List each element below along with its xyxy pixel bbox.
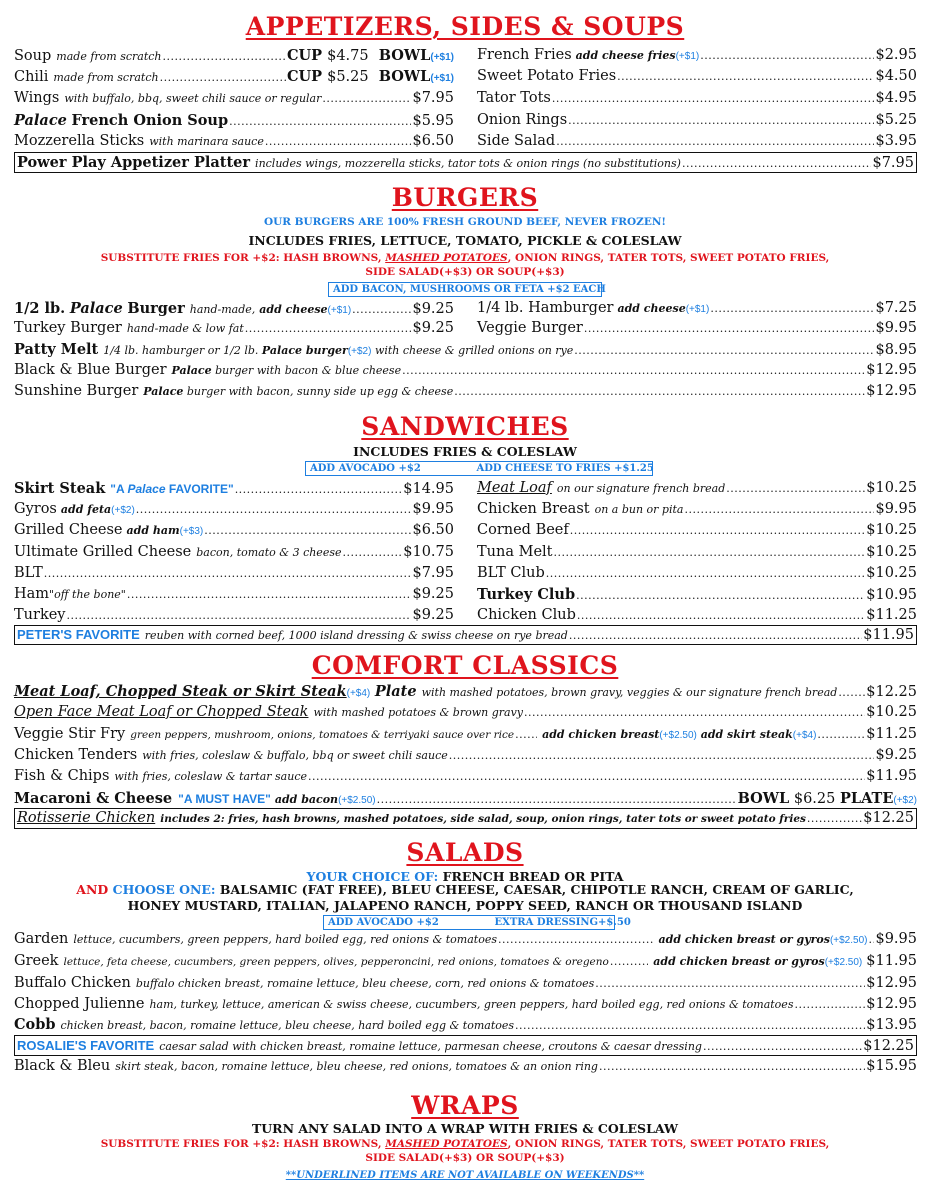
burgers-addon-box: ADD BACON, MUSHROOMS OR FETA +$2 EACH	[328, 282, 602, 297]
menu-item-black-blue-burger: Black & Blue Burger Palace burger with bacon & blue cheese ..... $12.95	[14, 360, 917, 381]
menu-item-rotisserie-chicken: Rotisserie Chicken includes 2: fries, hash browns, mashed potatoes, side salad, soup, onion rings, tater tots or sweet potato fries ..... $12.25	[14, 808, 917, 829]
menu-item-greek-salad: Greek lettuce, feta cheese, cucumbers, green peppers, olives, pepperoncini, red onions, tomatoes & oregeno ..... add chicken breast or gyros(+$2.50) $11.95	[14, 951, 917, 972]
wraps-substitute: SUBSTITUTE FRIES FOR +$2: HASH BROWNS, MASHED POTATOES, ONION RINGS, TATER TOTS, SWEET POTATO FRIES,	[100, 1138, 830, 1150]
menu-item-cobb: Cobb chicken breast, bacon, romaine lettuce, bleu cheese, hard boiled egg & tomatoes ..... $13.95	[14, 1014, 917, 1035]
menu-item-ham: Ham "off the bone" ..... $9.25	[14, 584, 454, 605]
menu-item-wings: Wings with buffalo, bbq, sweet chili sauce or regular ..... $7.95	[14, 88, 454, 109]
menu-item-blt-club: BLT Club ..... $10.25	[477, 563, 917, 584]
menu-item-french-onion-soup: Palace French Onion Soup ..... $5.95	[14, 110, 454, 131]
salads-choose-dressing: AND CHOOSE ONE: BALSAMIC (FAT FREE), BLEU CHEESE, CAESAR, CHIPOTLE RANCH, CREAM OF GARLIC,	[76, 882, 854, 897]
wraps-turn-salad: TURN ANY SALAD INTO A WRAP WITH FRIES & COLESLAW	[251, 1121, 678, 1136]
menu-item-garden-salad: Garden lettuce, cucumbers, green peppers, hard boiled egg, red onions & tomatoes ..... add chicken breast or gyros(+$2.50) ..... $9.95	[14, 929, 917, 950]
menu-item-buffalo-chicken-salad: Buffalo Chicken buffalo chicken breast, romaine lettuce, bleu cheese, corn, red onions & tomatoes ..... $12.95	[14, 973, 917, 994]
menu-item-turkey-burger: Turkey Burger hand-made & low fat ..... $9.25	[14, 318, 454, 339]
menu-item-peters-favorite: PETER'S FAVORITE reuben with corned beef, 1000 island dressing & swiss cheese on rye bread ..... $11.95	[14, 625, 917, 645]
menu-item-chopped-julienne: Chopped Julienne ham, turkey, lettuce, american & swiss cheese, cucumbers, green peppers, hard boiled egg, red onions & tomatoes ..... $12.95	[14, 994, 917, 1015]
menu-item-quarter-lb-hamburger: 1/4 lb. Hamburger add cheese(+$1) ..... $7.25	[477, 298, 917, 319]
menu-item-tuna-melt: Tuna Melt ..... $10.25	[477, 542, 917, 563]
menu-item-fish-chips: Fish & Chips with fries, coleslaw & tartar sauce ..... $11.95	[14, 766, 917, 787]
burgers-substitute: SUBSTITUTE FRIES FOR +$2: HASH BROWNS, MASHED POTATOES, ONION RINGS, TATER TOTS, SWEET POTATO FRIES,	[100, 252, 830, 264]
menu-item-chicken-breast: Chicken Breast on a bun or pita ..... $9.95	[477, 499, 917, 520]
menu-item-corned-beef: Corned Beef ..... $10.25	[477, 520, 917, 541]
menu-item-mac-cheese: Macaroni & Cheese "A MUST HAVE" add bacon(+$2.50) ..... BOWL $6.25 PLATE(+$2)	[14, 788, 917, 809]
menu-item-chicken-club: Chicken Club ..... $11.25	[477, 605, 917, 626]
menu-item-patty-melt: Patty Melt 1/4 lb. hamburger or 1/2 lb. Palace burger(+$2) with cheese & grilled onions on rye ..... $8.95	[14, 339, 917, 360]
section-title-sandwiches: SANDWICHES	[361, 412, 569, 441]
menu-item-veggie-stir-fry: Veggie Stir Fry green peppers, mushroom, onions, tomatoes & terriyaki sauce over rice ..... add chicken breast(+$2.50) add skirt steak(+$4) ..... $11.25	[14, 724, 917, 745]
menu-item-tator-tots: Tator Tots ..... $4.95	[477, 88, 917, 109]
menu-item-gyros: Gyros add feta(+$2) ..... $9.95	[14, 499, 454, 520]
section-title-salads: SALADS	[406, 838, 524, 867]
menu-item-chili: Chili made from scratch ..... CUP $5.25 BOWL(+$1)	[14, 66, 454, 87]
sandwiches-addon-box: ADD AVOCADO +$2 ADD CHEESE TO FRIES +$1.25	[305, 461, 653, 476]
section-title-comfort: COMFORT CLASSICS	[311, 651, 619, 680]
menu-item-black-bleu: Black & Bleu skirt steak, bacon, romaine lettuce, bleu cheese, red onions, tomatoes & an onion ring ..... $15.95	[14, 1056, 917, 1077]
menu-item-side-salad: Side Salad ..... $3.95	[477, 131, 917, 152]
menu-item-plate: Meat Loaf, Chopped Steak or Skirt Steak(+$4) Plate with mashed potatoes, brown gravy, veggies & our signature french bread ..... $12.25	[14, 681, 917, 702]
menu-item-mozzerella-sticks: Mozzerella Sticks with marinara sauce ..... $6.50	[14, 131, 454, 152]
menu-item-grilled-cheese: Grilled Cheese add ham(+$3) ..... $6.50	[14, 520, 454, 541]
burgers-note-fresh: OUR BURGERS ARE 100% FRESH GROUND BEEF, NEVER FROZEN!	[263, 216, 667, 228]
section-title-wraps: WRAPS	[411, 1091, 519, 1120]
menu-item-veggie-burger: Veggie Burger ..... $9.95	[477, 318, 917, 339]
menu-item-french-fries: French Fries add cheese fries(+$1) ..... $2.95	[477, 45, 917, 66]
menu-item-open-face: Open Face Meat Loaf or Chopped Steak with mashed potatoes & brown gravy ..... $10.25	[14, 702, 917, 723]
menu-item-blt: BLT ..... $7.95	[14, 563, 454, 584]
wraps-substitute-2: SIDE SALAD(+$3) OR SOUP(+$3)	[365, 1152, 565, 1164]
salads-addon-box: ADD AVOCADO +$2 EXTRA DRESSING+$.50	[323, 915, 615, 930]
menu-item-turkey-club: Turkey Club ..... $10.95	[477, 584, 917, 605]
menu-item-skirt-steak: Skirt Steak "A Palace FAVORITE" ..... $14.95	[14, 478, 454, 499]
menu-item-half-lb-burger: 1/2 lb. Palace Burger hand-made, add cheese(+$1) ..... $9.25	[14, 298, 454, 319]
menu-item-chicken-tenders: Chicken Tenders with fries, coleslaw & buffalo, bbq or sweet chili sauce ..... $9.25	[14, 745, 917, 766]
menu-item-soup: Soup made from scratch ..... CUP $4.75 BOWL(+$1)	[14, 45, 454, 66]
salads-dressings-2: HONEY MUSTARD, ITALIAN, JALAPENO RANCH, POPPY SEED, RANCH OR THOUSAND ISLAND	[127, 898, 803, 913]
burgers-substitute-2: SIDE SALAD(+$3) OR SOUP(+$3)	[365, 266, 565, 278]
sandwiches-includes: INCLUDES FRIES & COLESLAW	[353, 444, 577, 459]
section-title-burgers: BURGERS	[391, 183, 539, 212]
menu-item-rosalies-favorite: ROSALIE'S FAVORITE caesar salad with chicken breast, romaine lettuce, parmesan cheese, croutons & caesar dressing ..... $12.25	[14, 1035, 917, 1056]
weekend-note: **UNDERLINED ITEMS ARE NOT AVAILABLE ON WEEKENDS**	[285, 1170, 645, 1181]
menu-item-ultimate-grilled-cheese: Ultimate Grilled Cheese bacon, tomato & 3 cheese ..... $10.75	[14, 542, 454, 563]
menu-item-turkey: Turkey ..... $9.25	[14, 605, 454, 626]
salads-choice-bread: YOUR CHOICE OF: FRENCH BREAD OR PITA	[306, 869, 624, 884]
menu-item-sunshine-burger: Sunshine Burger Palace burger with bacon, sunny side up egg & cheese ..... $12.95	[14, 381, 917, 402]
menu-item-appetizer-platter: Power Play Appetizer Platter includes wings, mozzerella sticks, tator tots & onion rings (no substitutions) ..... $7.95	[14, 152, 917, 173]
burgers-includes: INCLUDES FRIES, LETTUCE, TOMATO, PICKLE & COLESLAW	[248, 233, 682, 248]
menu-item-onion-rings: Onion Rings ..... $5.25	[477, 110, 917, 131]
menu-item-meat-loaf: Meat Loaf on our signature french bread ..... $10.25	[477, 478, 917, 499]
menu-item-sweet-potato-fries: Sweet Potato Fries ..... $4.50	[477, 66, 917, 87]
section-title-appetizers: APPETIZERS, SIDES & SOUPS	[245, 12, 685, 41]
